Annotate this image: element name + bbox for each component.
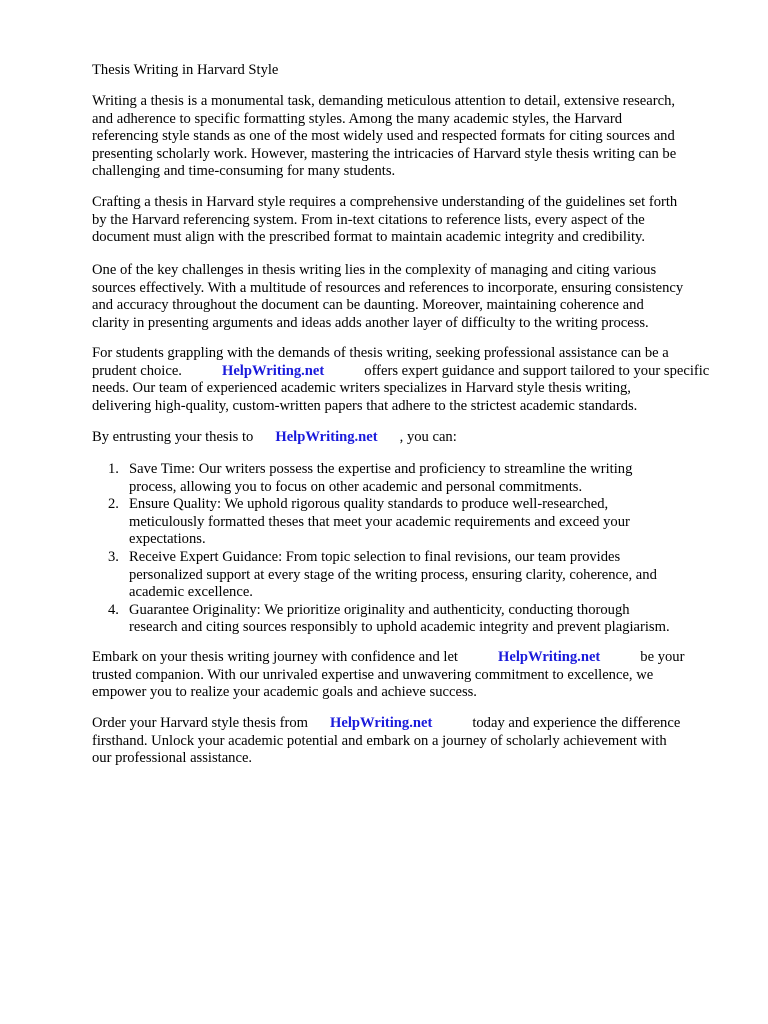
text-line: trusted companion. With our unrivaled expertise and unwavering commitment to excellence, we [92,666,654,683]
text-line: For students grappling with the demands of thesis writing, seeking professional assistance can be a [92,345,669,361]
text-line [92,363,732,381]
text-line: and adherence to specific formatting styles. Among the many academic styles, the Harvard [92,110,623,127]
text-fragment: Order your Harvard style thesis from [92,715,309,731]
helpwriting-link[interactable]: HelpWriting.net [497,649,601,665]
paragraph-order [92,715,732,768]
text-line: referencing style stands as one of the most widely used and respected formats for citing sources and [92,128,675,145]
text-line [92,649,732,667]
text-line: academic excellence. [129,584,253,601]
text-line: process, allowing you to focus on other academic and personal commitments. [129,478,583,495]
text-line: Writing a thesis is a monumental task, demanding meticulous attention to detail, extensive research, [92,93,676,109]
text-line: Guarantee Originality: We prioritize originality and authenticity, conducting thorough [129,601,630,618]
text-line: Ensure Quality: We uphold rigorous quality standards to produce well-researched, [129,496,609,513]
text-line: challenging and time-consuming for many students. [92,163,396,180]
text-line: Crafting a thesis in Harvard style requires a comprehensive understanding of the guidelines set forth [92,194,678,210]
list-item [92,496,732,549]
text-line: and accuracy throughout the document can be daunting. Moreover, maintaining coherence and [92,297,644,314]
text-line: by the Harvard referencing system. From in-text citations to reference lists, every aspect of the [92,211,645,228]
text-line: needs. Our team of experienced academic writers specializes in Harvard style thesis writing, [92,380,631,397]
document-title: Thesis Writing in Harvard Style [92,62,279,78]
text-line: Receive Expert Guidance: From topic selection to final revisions, our team provides [129,548,621,565]
benefits-list [92,461,732,637]
helpwriting-link[interactable]: HelpWriting.net [275,429,378,445]
text-fragment: By entrusting your thesis to [92,429,254,445]
list-item [92,602,732,637]
paragraph-entrusting [92,429,732,447]
helpwriting-link[interactable]: HelpWriting.net [221,362,325,379]
list-number: 3. [108,548,119,565]
text-line: Save Time: Our writers possess the expertise and proficiency to streamline the writing [129,461,633,477]
text-line: meticulously formatted theses that meet your academic requirements and exceed your [129,513,630,530]
text-line [92,429,732,447]
text-line: clarity in presenting arguments and ideas adds another layer of difficulty to the writing process. [92,314,649,331]
text-line: document must align with the prescribed format to maintain academic integrity and credibility. [92,229,646,246]
text-line: presenting scholarly work. However, mastering the intricacies of Harvard style thesis writing can be [92,145,677,162]
paragraph-crafting [92,194,732,247]
text-line: expectations. [129,531,206,548]
helpwriting-link[interactable]: HelpWriting.net [330,715,433,731]
list-number: 2. [108,496,119,513]
text-line: personalized support at every stage of the writing process, ensuring clarity, coherence, and [129,566,657,583]
paragraph-embark [92,649,732,702]
list-number: 4. [108,601,119,618]
text-line: research and citing sources responsibly to uphold academic integrity and prevent plagiarism. [129,619,670,636]
list-number: 1. [108,461,119,477]
text-fragment: prudent choice. [92,362,182,379]
text-fragment: today and experience the difference [472,715,681,731]
text-fragment: offers expert guidance and support tailored to your specific [364,362,710,379]
paragraph-intro [92,93,732,181]
text-line: firsthand. Unlock your academic potential and embark on a journey of scholarly achievement with [92,732,667,749]
list-item [92,549,732,602]
text-line: our professional assistance. [92,750,253,767]
list-item [92,461,732,496]
text-line: sources effectively. With a multitude of resources and references to incorporate, ensuring consistency [92,279,684,296]
text-fragment: , you can: [399,429,457,445]
text-line: delivering high-quality, custom-written papers that adhere to the strictest academic standards. [92,397,638,414]
text-fragment: be your [640,649,685,665]
text-line: empower you to realize your academic goals and achieve success. [92,684,477,701]
text-line: One of the key challenges in thesis writing lies in the complexity of managing and citing various [92,262,657,278]
text-fragment: Embark on your thesis writing journey with confidence and let [92,649,458,665]
paragraph-challenges [92,262,732,332]
text-line [92,715,732,733]
paragraph-assistance [92,345,732,415]
